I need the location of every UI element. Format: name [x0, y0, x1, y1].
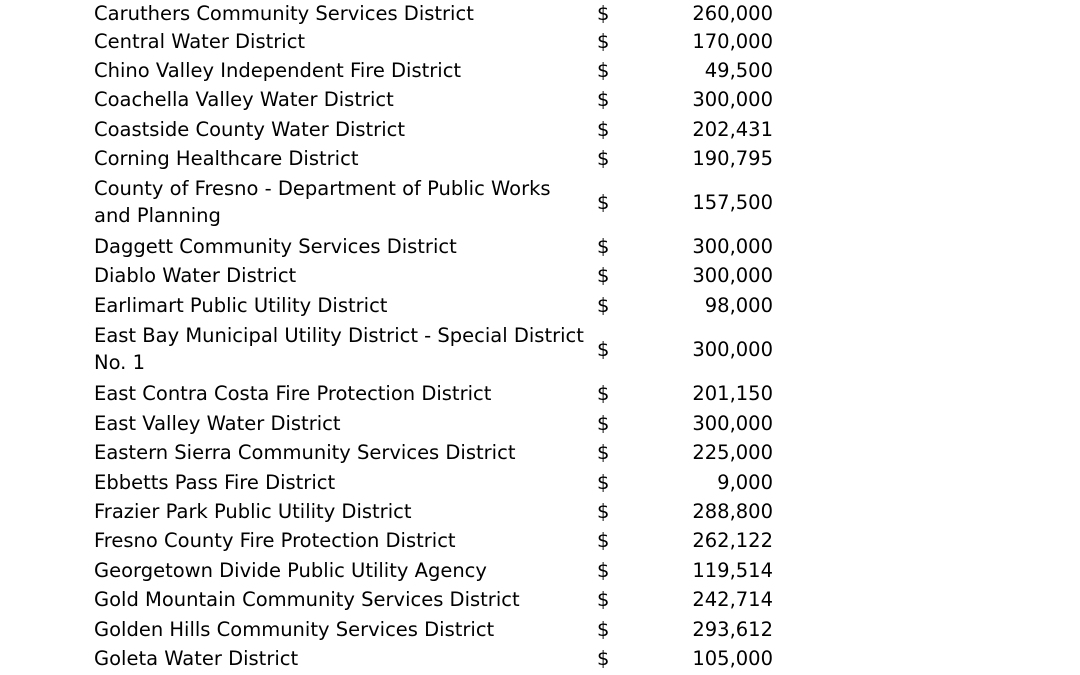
table-row [0, 557, 1080, 584]
amount-value: 262,122 [692, 529, 773, 552]
district-name: Goleta Water District [94, 647, 299, 670]
amount-value: 288,800 [692, 500, 773, 523]
amount-value: 9,000 [717, 471, 773, 494]
amount-value: 105,000 [692, 647, 773, 670]
district-name: Caruthers Community Services District [94, 2, 474, 25]
amount-value: 300,000 [692, 338, 773, 361]
currency-symbol: $ [597, 191, 610, 214]
currency-symbol: $ [597, 294, 610, 317]
district-name: Corning Healthcare District [94, 147, 359, 170]
district-name: Earlimart Public Utility District [94, 294, 388, 317]
amount-value: 157,500 [692, 191, 773, 214]
currency-symbol: $ [597, 647, 610, 670]
amount-value: 98,000 [704, 294, 773, 317]
table-row [0, 586, 1080, 613]
currency-symbol: $ [597, 235, 610, 258]
table-row [0, 145, 1080, 172]
table-row [0, 616, 1080, 643]
district-name: East Contra Costa Fire Protection District [94, 382, 492, 405]
table-row [0, 175, 1080, 230]
table-row [0, 439, 1080, 466]
currency-symbol: $ [597, 588, 610, 611]
currency-symbol: $ [597, 500, 610, 523]
amount-value: 225,000 [692, 441, 773, 464]
amount-value: 49,500 [704, 59, 773, 82]
district-name: Coachella Valley Water District [94, 88, 394, 111]
table-row [0, 380, 1080, 407]
amount-value: 260,000 [692, 2, 773, 25]
table-row [0, 86, 1080, 113]
amount-value: 119,514 [692, 559, 773, 582]
table-row [0, 292, 1080, 319]
district-name: Frazier Park Public Utility District [94, 500, 412, 523]
table-row [0, 527, 1080, 554]
amount-value: 190,795 [692, 147, 773, 170]
amount-value: 170,000 [692, 30, 773, 53]
district-name: Diablo Water District [94, 264, 297, 287]
currency-symbol: $ [597, 264, 610, 287]
table-row [0, 233, 1080, 260]
currency-symbol: $ [597, 147, 610, 170]
table-row [0, 57, 1080, 84]
table-row [0, 28, 1080, 55]
amount-value: 202,431 [692, 118, 773, 141]
currency-symbol: $ [597, 338, 610, 361]
table-row [0, 116, 1080, 143]
amount-value: 293,612 [692, 618, 773, 641]
currency-symbol: $ [597, 618, 610, 641]
district-name: Coastside County Water District [94, 118, 405, 141]
amount-value: 300,000 [692, 412, 773, 435]
currency-symbol: $ [597, 118, 610, 141]
district-name: East Bay Municipal Utility District - Special District No. 1 [94, 324, 584, 374]
currency-symbol: $ [597, 382, 610, 405]
table-row [0, 410, 1080, 437]
currency-symbol: $ [597, 471, 610, 494]
amount-value: 300,000 [692, 235, 773, 258]
currency-symbol: $ [597, 529, 610, 552]
currency-symbol: $ [597, 30, 610, 53]
table-row [0, 645, 1080, 672]
amount-value: 300,000 [692, 264, 773, 287]
currency-symbol: $ [597, 2, 610, 25]
table-row [0, 262, 1080, 289]
currency-symbol: $ [597, 412, 610, 435]
district-name: Fresno County Fire Protection District [94, 529, 456, 552]
district-name: Central Water District [94, 30, 306, 53]
district-name: Golden Hills Community Services District [94, 618, 495, 641]
currency-symbol: $ [597, 559, 610, 582]
currency-symbol: $ [597, 59, 610, 82]
district-name: Ebbetts Pass Fire District [94, 471, 336, 494]
district-name: County of Fresno - Department of Public Works and Planning [94, 177, 551, 227]
district-name: Chino Valley Independent Fire District [94, 59, 462, 82]
table-row [0, 498, 1080, 525]
table-row [0, 322, 1080, 377]
district-name: Eastern Sierra Community Services District [94, 441, 516, 464]
district-name: Georgetown Divide Public Utility Agency [94, 559, 487, 582]
district-name: Gold Mountain Community Services District [94, 588, 520, 611]
amount-value: 242,714 [692, 588, 773, 611]
district-name: Daggett Community Services District [94, 235, 457, 258]
district-name: East Valley Water District [94, 412, 341, 435]
table-row [0, 0, 1080, 27]
currency-symbol: $ [597, 88, 610, 111]
currency-symbol: $ [597, 441, 610, 464]
amount-value: 201,150 [692, 382, 773, 405]
table-row [0, 469, 1080, 496]
amount-value: 300,000 [692, 88, 773, 111]
